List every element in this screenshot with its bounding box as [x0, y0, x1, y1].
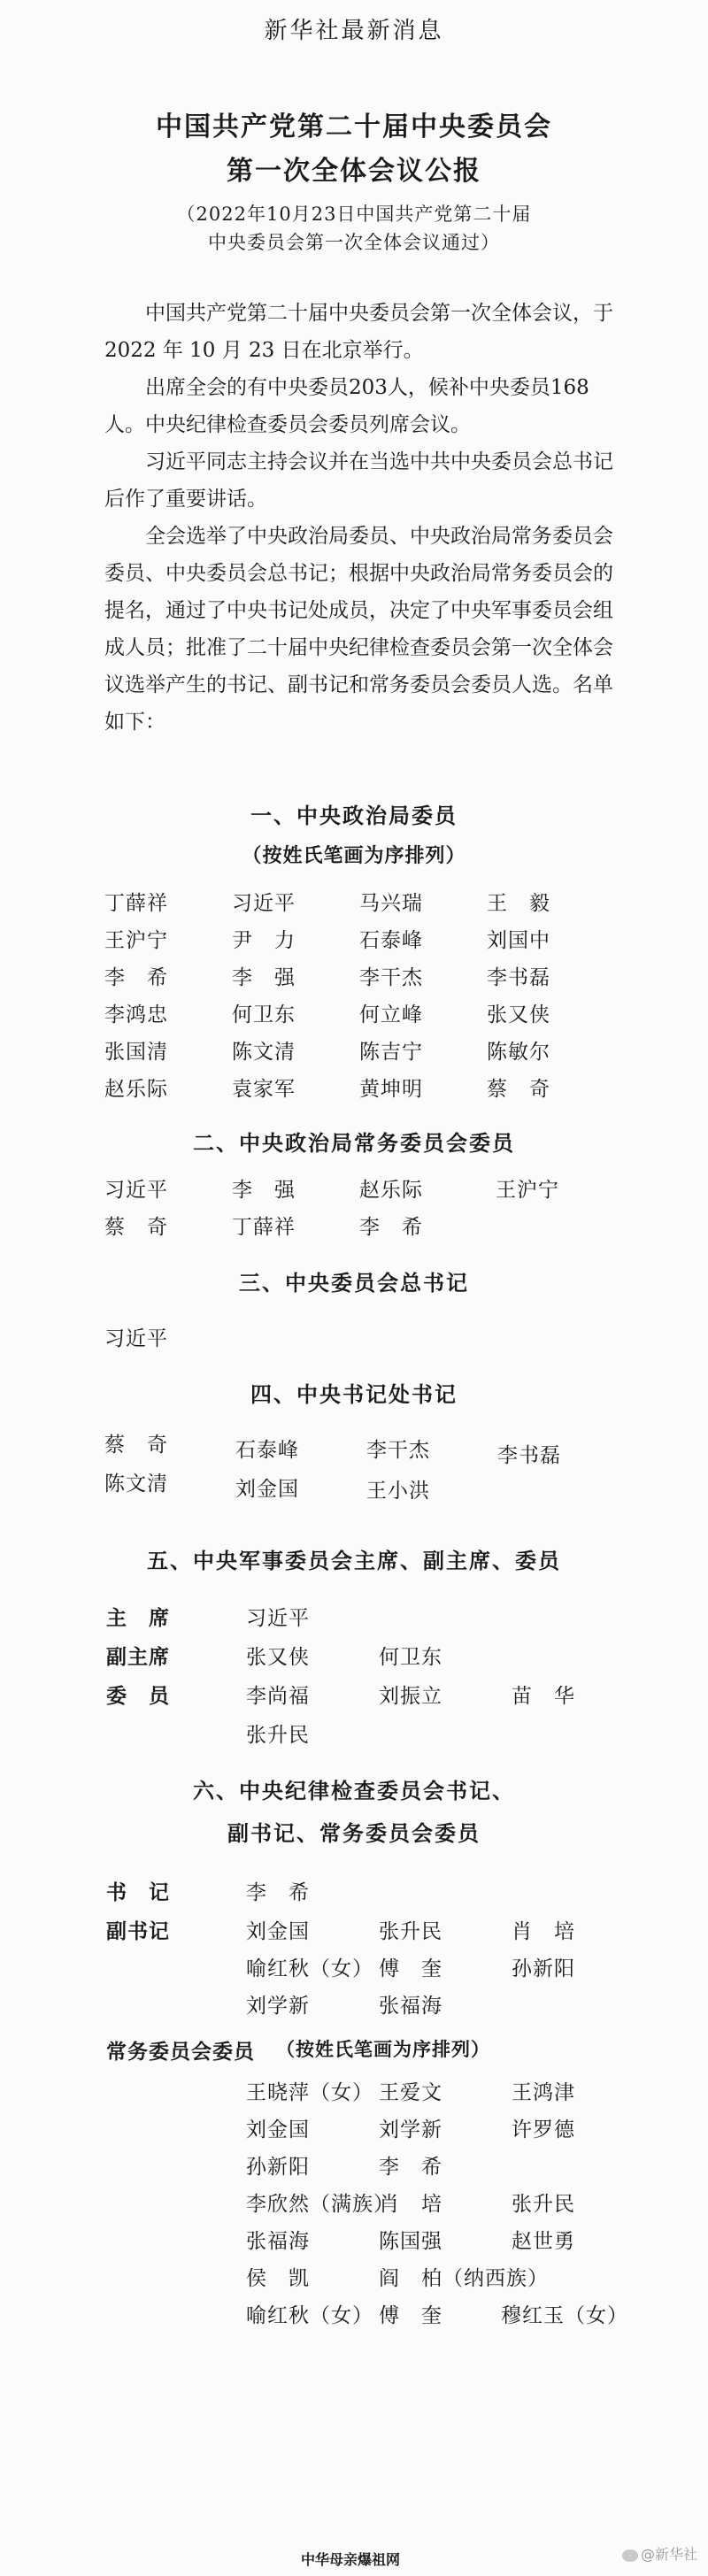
name: 张国清	[104, 1041, 168, 1064]
name: 陈吉宁	[359, 1041, 423, 1064]
name: 李 希	[359, 1216, 423, 1239]
name: 习近平	[104, 1327, 168, 1350]
document-title-line-2: 第一次全体会议公报	[227, 156, 481, 187]
name: 张升民	[512, 2193, 575, 2216]
name: 傅 奎	[379, 1957, 442, 1980]
section-title-discipline-commission-line-2: 副书记、常务委员会委员	[227, 1820, 481, 1846]
name: 许罗德	[512, 2118, 575, 2142]
name: 黄坤明	[359, 1078, 423, 1101]
name: 王鸿津	[512, 2081, 575, 2104]
name: 穆红玉（女）	[501, 2304, 628, 2327]
name: 张福海	[246, 2230, 310, 2253]
name: 何卫东	[379, 1646, 442, 1669]
name: 李 强	[232, 966, 296, 989]
section-title-politburo: 一、中央政治局委员	[250, 803, 458, 828]
name: 陈国强	[379, 2230, 442, 2253]
name: 王沪宁	[104, 929, 168, 952]
name: 蔡 奇	[487, 1078, 550, 1101]
name: 丁薛祥	[232, 1216, 296, 1239]
name: 尹 力	[232, 929, 296, 952]
name: 张又侠	[246, 1646, 310, 1669]
name: 习近平	[104, 1179, 168, 1202]
name: 赵乐际	[104, 1078, 168, 1101]
name: 张又侠	[487, 1003, 550, 1027]
name: 习近平	[232, 892, 296, 915]
name: 刘金国	[235, 1478, 299, 1501]
name: 石泰峰	[359, 929, 423, 952]
name: 侯 凯	[246, 2267, 310, 2290]
role-label: 副主席	[106, 1645, 170, 1669]
watermark	[622, 2543, 697, 2564]
name: 王小洪	[366, 1480, 430, 1503]
name: 何卫东	[232, 1003, 296, 1027]
section-title-general-secretary: 三、中央委员会总书记	[239, 1270, 469, 1296]
document-title-line-1: 中国共产党第二十届中央委员会	[156, 111, 552, 142]
name: 李鸿忠	[104, 1003, 168, 1027]
name: 李 希	[104, 966, 168, 989]
role-label: 常务委员会委员	[106, 2040, 255, 2064]
name: 李欣然（满族）	[246, 2193, 395, 2216]
name: 张升民	[246, 1724, 310, 1747]
name: 张福海	[379, 1995, 442, 2018]
name: 李 强	[232, 1179, 296, 1202]
name: 孙新阳	[246, 2156, 310, 2179]
name: 袁家军	[232, 1078, 296, 1101]
role-label: 书 记	[106, 1880, 170, 1904]
weibo-icon	[622, 2549, 638, 2562]
name: 习近平	[246, 1607, 310, 1630]
name: 阎 柏（纳西族）	[379, 2267, 549, 2290]
section-title-military-commission: 五、中央军事委员会主席、副主席、委员	[147, 1548, 561, 1573]
role-label: 副书记	[106, 1919, 170, 1943]
name: 王爱文	[379, 2081, 442, 2104]
ordering-note: （按姓氏笔画为序排列）	[276, 2038, 490, 2060]
paragraph-1: 中国共产党第二十届中央委员会第一次全体会议，于 2022 年 10 月 23 日在北京举行。	[104, 302, 613, 362]
name: 赵乐际	[359, 1179, 423, 1202]
footer-source: 中华母亲爆祖网	[301, 2551, 401, 2568]
name: 王沪宁	[496, 1179, 559, 1202]
paragraph-4: 全会选举了中央政治局委员、中央政治局常务委员会委员、中央委员会总书记；根据中央政治局常务委员会的提名，通过了中央书记处成员，决定了中央军事委员会组成人员；批准了二十届中央纪律检查委员会第一次全体会议选举产生的书记、副书记和常务委员会委员人选。名单如下：	[104, 525, 613, 734]
section-title-standing-committee: 二、中央政治局常务委员会委员	[193, 1130, 515, 1156]
name: 王晓萍（女）	[246, 2081, 373, 2104]
name: 马兴瑞	[359, 892, 423, 915]
paragraph-2: 出席全会的有中央委员203人，候补中央委员168人。中央纪律检查委员会委员列席会议。	[104, 376, 589, 436]
name: 张升民	[379, 1920, 442, 1943]
name: 刘振立	[379, 1685, 442, 1708]
document-subtitle-line-2: 中央委员会第一次全体会议通过）	[208, 232, 500, 253]
name: 刘学新	[246, 1995, 310, 2018]
role-label: 委 员	[106, 1684, 170, 1708]
name: 李 希	[246, 1881, 310, 1904]
name: 喻红秋（女）	[246, 2304, 373, 2327]
name: 李干杰	[366, 1439, 430, 1462]
name: 陈文清	[104, 1473, 168, 1496]
paragraph-3: 习近平同志主持会议并在当选中共中央委员会总书记后作了重要讲话。	[104, 450, 613, 511]
name: 傅 奎	[379, 2304, 442, 2327]
name: 孙新阳	[512, 1957, 575, 1980]
name: 李干杰	[359, 966, 423, 989]
name: 丁薛祥	[104, 892, 168, 915]
section-note-politburo: （按姓氏笔画为序排列）	[242, 844, 466, 867]
name: 苗 华	[512, 1685, 575, 1708]
name: 刘学新	[379, 2118, 442, 2142]
name: 李尚福	[246, 1685, 310, 1708]
watermark-text: @新华社	[641, 2546, 698, 2563]
name: 蔡 奇	[104, 1434, 168, 1457]
name: 刘国中	[487, 929, 550, 952]
name: 刘金国	[246, 2118, 310, 2142]
header-banner: 新华社最新消息	[264, 18, 444, 44]
name: 喻红秋（女）	[246, 1957, 373, 1980]
document-subtitle-line-1: （2022年10月23日中国共产党第二十届	[176, 204, 532, 225]
name: 何立峰	[359, 1003, 423, 1027]
name: 李书磊	[497, 1444, 561, 1467]
section-title-discipline-commission-line-1: 六、中央纪律检查委员会书记、	[193, 1778, 515, 1803]
name: 蔡 奇	[104, 1216, 168, 1239]
role-label: 主 席	[106, 1606, 170, 1630]
section-title-secretariat: 四、中央书记处书记	[250, 1381, 458, 1407]
name: 赵世勇	[512, 2230, 575, 2253]
name: 陈文清	[232, 1041, 296, 1064]
name: 石泰峰	[235, 1439, 299, 1462]
name: 陈敏尔	[487, 1041, 550, 1064]
name: 李书磊	[487, 966, 550, 989]
name: 肖 培	[512, 1920, 575, 1943]
name: 李 希	[379, 2156, 442, 2179]
name: 刘金国	[246, 1920, 310, 1943]
name: 王 毅	[487, 892, 550, 915]
name: 肖 培	[379, 2193, 442, 2216]
